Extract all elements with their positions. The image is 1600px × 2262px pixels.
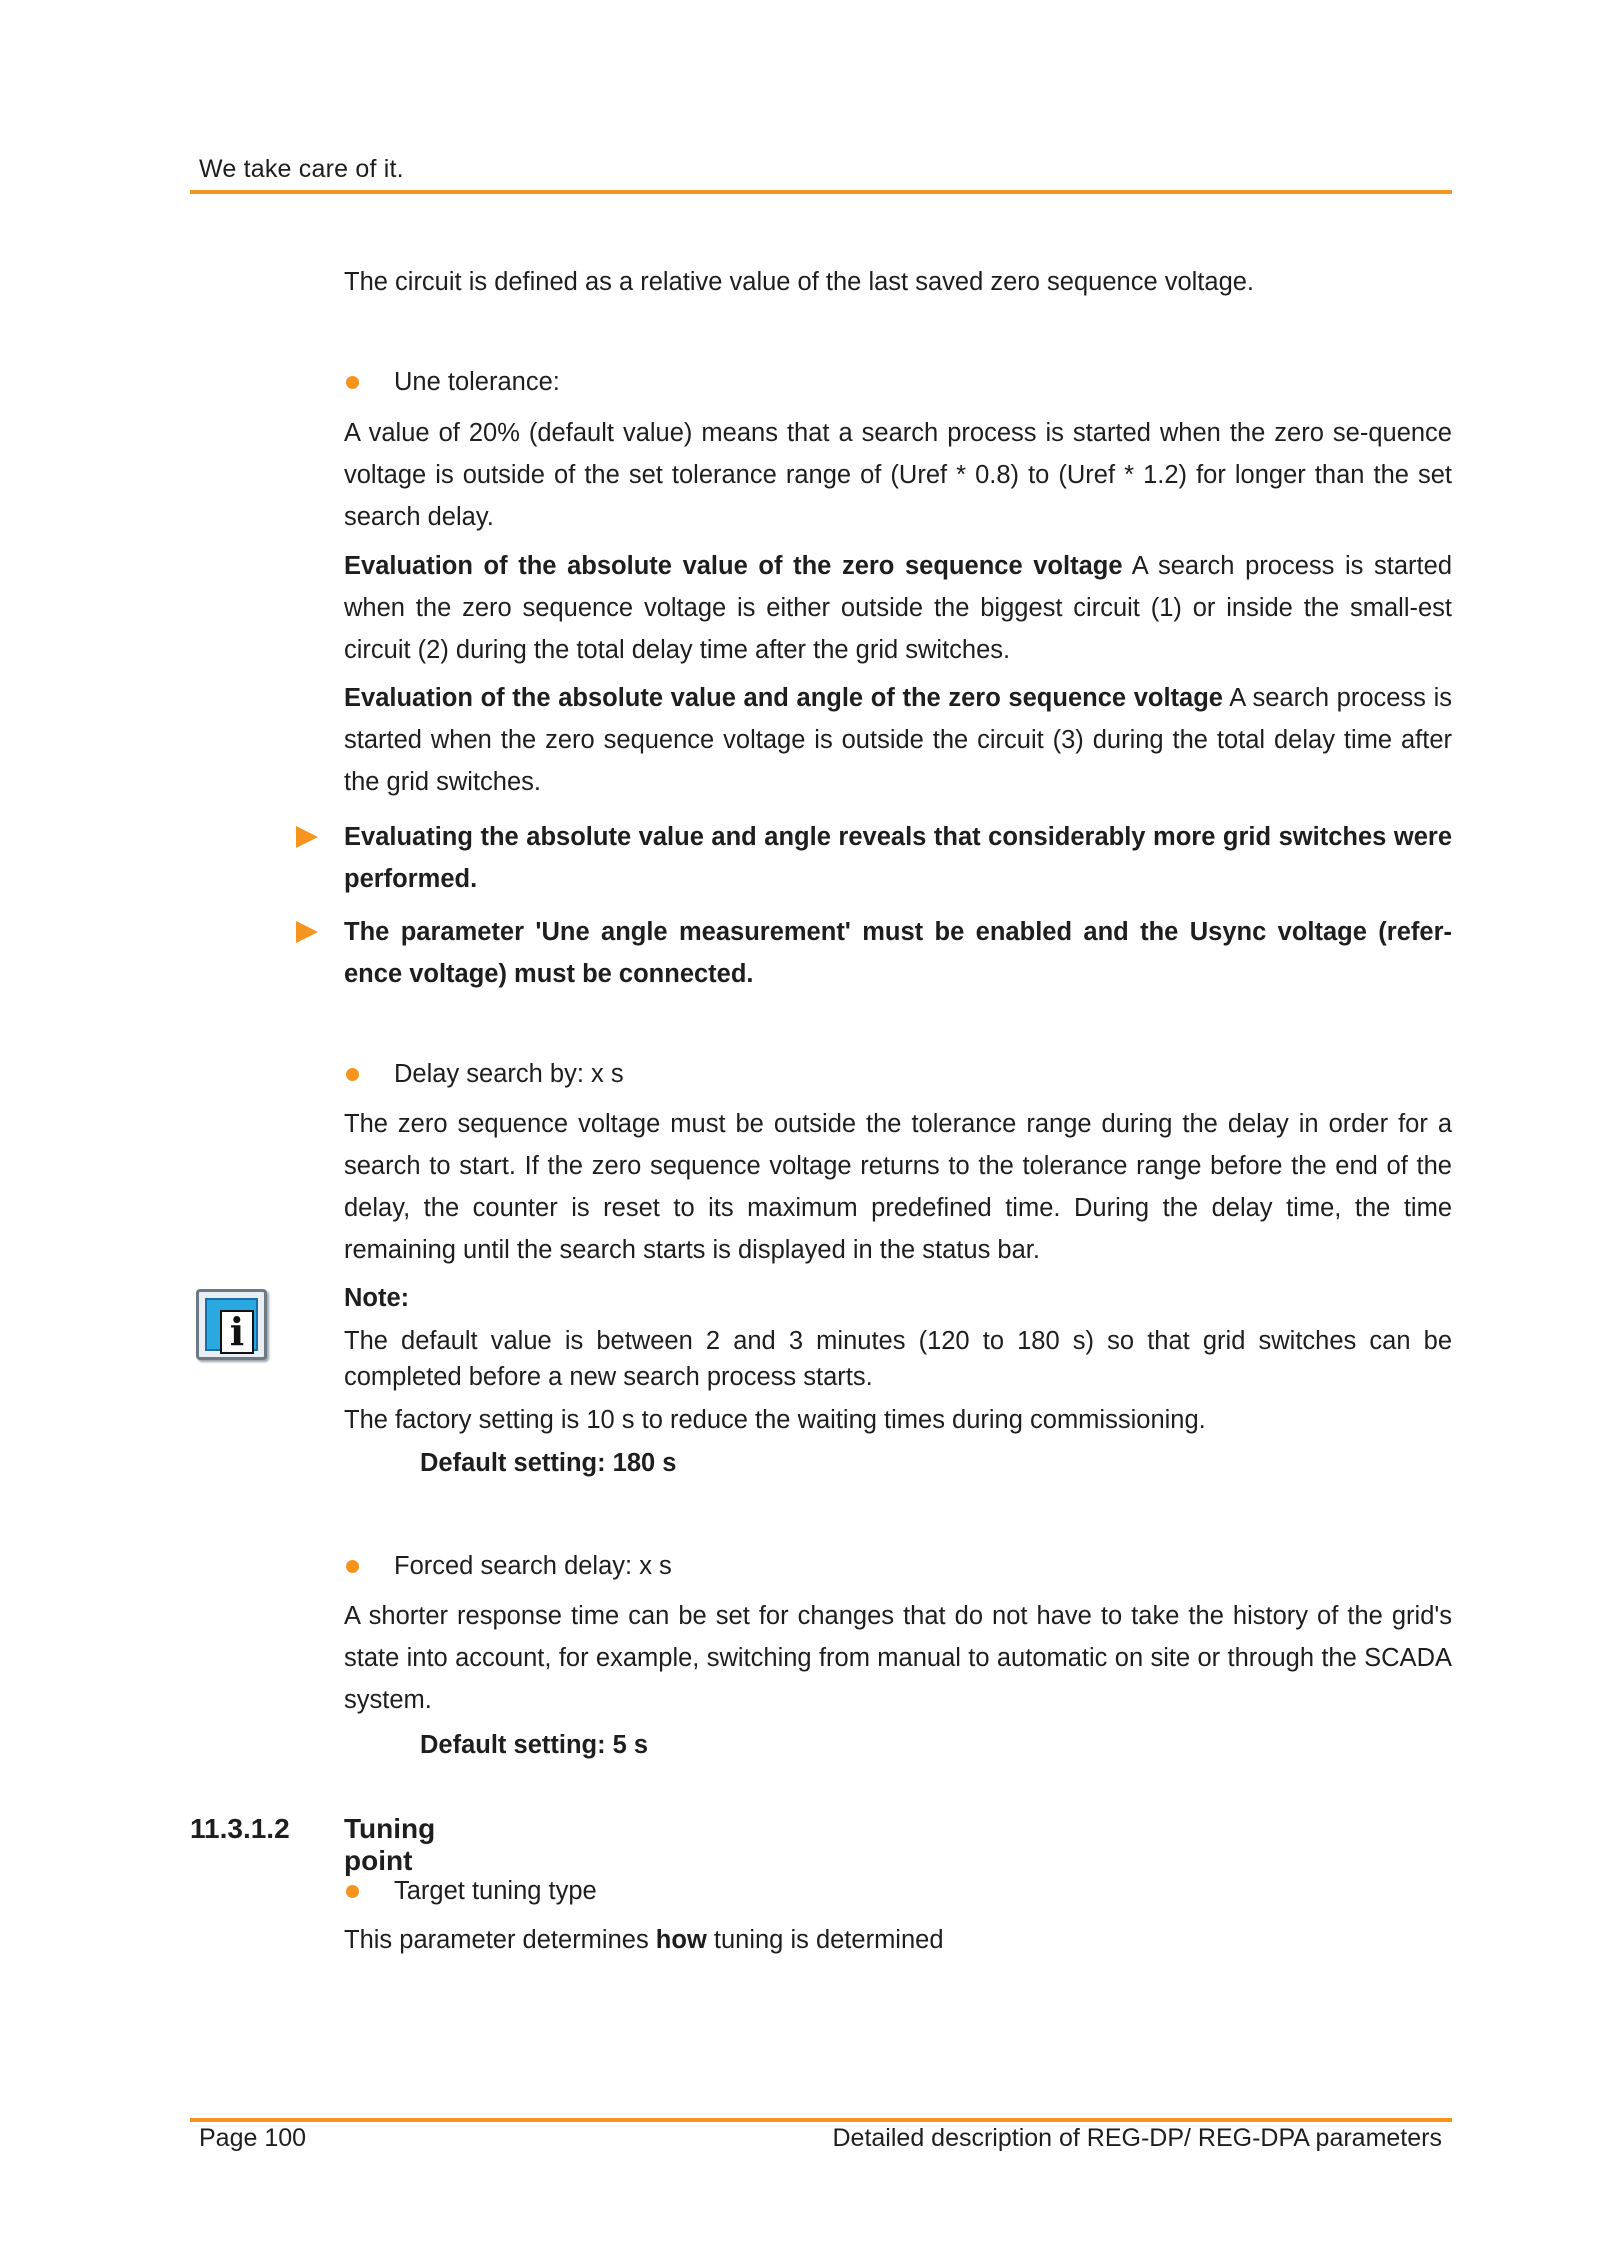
note-block [344, 1277, 1452, 1319]
footer-rule [190, 2118, 1452, 2122]
desc-post: tuning is determined [706, 1926, 944, 1954]
note-line-1: The default value is between 2 and 3 minutes (120 to 180 s) so that grid switches can be completed before a new search process starts. [344, 1327, 1452, 1391]
forced-search-bullet-block [344, 1545, 1452, 1587]
une-tolerance-block [344, 361, 1452, 403]
intro-block [344, 261, 1452, 303]
arrow-item-2 [296, 911, 1452, 995]
header-rule [190, 190, 1452, 194]
eval2-text: A search process is started when the zero sequence voltage is outside the circuit (3) during the total delay time after the grid switches. [344, 684, 1452, 796]
orange-dot-icon [346, 1885, 359, 1898]
forced-search-desc-block [344, 1595, 1452, 1721]
bullet-item [344, 361, 1452, 403]
arrow-text-2: The parameter 'Une angle measurement' must be enabled and the Usync voltage (refer-ence voltage) must be connected. [344, 918, 1452, 988]
default-setting-5: Default setting: 5 s [420, 1731, 649, 1759]
bullet-item [344, 1053, 1452, 1095]
target-tuning-desc-block [344, 1919, 1452, 1961]
section-title: Tuning point [344, 1813, 436, 1876]
bullet-label: Delay search by: x s [394, 1059, 624, 1088]
footer-title: Detailed description of REG-DP/ REG-DPA parameters [832, 2124, 1442, 2152]
arrow-item-1 [296, 816, 1452, 900]
eval1-block [344, 545, 1452, 671]
note-text-block [344, 1323, 1452, 1441]
page-number: Page 100 [199, 2124, 307, 2152]
arrow-text-1: Evaluating the absolute value and angle reveals that considerably more grid switches were performed. [344, 823, 1452, 893]
note-line-2: The factory setting is 10 s to reduce the waiting times during commissioning. [344, 1406, 1206, 1434]
target-tuning-desc [344, 1919, 1452, 1961]
bullet-label: Target tuning type [394, 1876, 597, 1905]
header-slogan: We take care of it. [199, 155, 404, 183]
orange-arrow-icon [296, 921, 318, 943]
orange-dot-icon [346, 1560, 359, 1573]
eval2-heading: Evaluation of the absolute value and angle of the zero sequence voltage [344, 684, 1223, 712]
intro-paragraph: The circuit is defined as a relative value of the last saved zero sequence voltage. [344, 268, 1255, 296]
target-tuning-bullet-block [344, 1870, 1452, 1912]
desc-bold: how [655, 1926, 707, 1954]
une-tolerance-desc: A value of 20% (default value) means that a search process is started when the zero se-quence voltage is outside of the set tolerance range of (Uref * 0.8) to (Uref * 1.2) for longer than the set search delay. [344, 419, 1452, 531]
bullet-item [344, 1545, 1452, 1587]
eval1-heading: Evaluation of the absolute value of the zero sequence voltage [344, 552, 1123, 580]
forced-search-desc: A shorter response time can be set for changes that do not have to take the history of the grid's state into account, for example, switching from manual to automatic on site or through the SCADA system. [344, 1602, 1452, 1714]
delay-search-desc-block [344, 1103, 1452, 1271]
eval1-paragraph [344, 545, 1452, 671]
default-setting-180: Default setting: 180 s [420, 1449, 677, 1477]
eval2-block [344, 677, 1452, 803]
delay-search-bullet-block [344, 1053, 1452, 1095]
orange-dot-icon [346, 376, 359, 389]
eval1-text: A search process is started when the zero sequence voltage is either outside the biggest circuit (1) or inside the small-est circuit (2) during the total delay time after the grid switches. [344, 552, 1452, 664]
note-title: Note: [344, 1284, 410, 1312]
desc-pre: This parameter determines [344, 1926, 656, 1954]
orange-dot-icon [346, 1068, 359, 1081]
bullet-label: Une tolerance: [394, 367, 560, 396]
info-icon: i [196, 1289, 267, 1360]
orange-arrow-icon [296, 826, 318, 848]
bullet-item [344, 1870, 1452, 1912]
section-number: 11.3.1.2 [190, 1813, 290, 1844]
bullet-label: Forced search delay: x s [394, 1551, 672, 1580]
delay-search-desc: The zero sequence voltage must be outside the tolerance range during the delay in order for a search to start. If the zero sequence voltage returns to the tolerance range before the end of the delay, the counter is reset to its maximum predefined time. During the delay time, the time remaining until the search starts is displayed in the status bar. [344, 1110, 1452, 1264]
une-tolerance-desc-block [344, 412, 1452, 538]
eval2-paragraph [344, 677, 1452, 803]
